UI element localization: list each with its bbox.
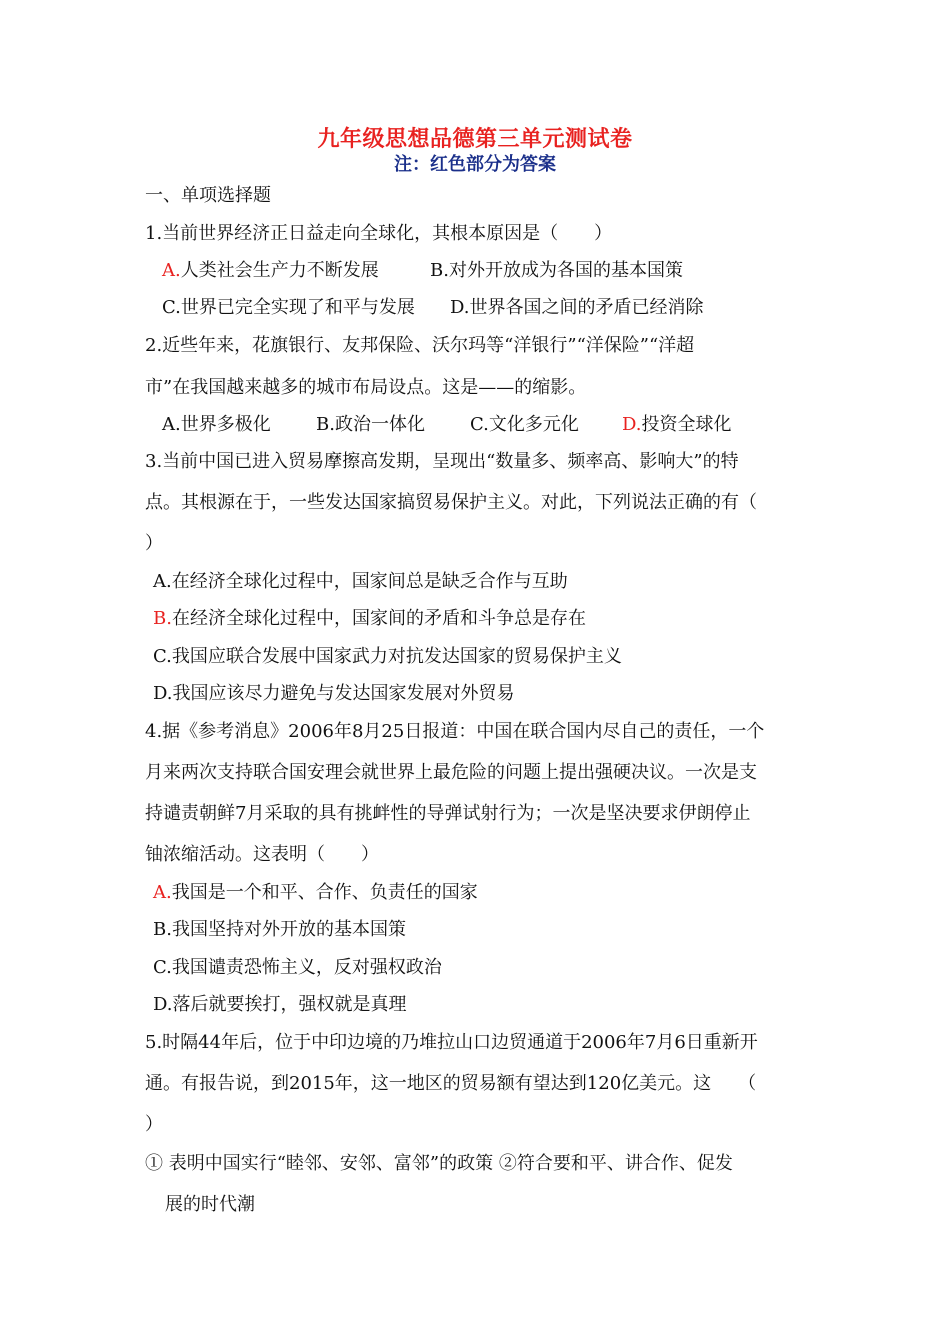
option-text: 在经济全球化过程中，国家间的矛盾和斗争总是存在 xyxy=(171,608,586,629)
answer-letter: A. xyxy=(162,260,181,281)
q3-stem-line-3: ） xyxy=(145,533,163,554)
q3-option-b xyxy=(153,607,586,631)
q5-stem-line-3: ） xyxy=(145,1114,163,1135)
q4-option-a xyxy=(153,881,478,905)
answer-letter: D. xyxy=(622,414,642,435)
q2-option-b: B.政治一体化 xyxy=(316,414,425,435)
q1-option-d: D.世界各国之间的矛盾已经消除 xyxy=(450,297,704,318)
q4-stem-line-2: 月来两次支持联合国安理会就世界上最危险的问题上提出强硬决议。一次是支 xyxy=(145,762,757,783)
q2-stem-line-2: 市”在我国越来越多的城市布局设点。这是——的缩影。 xyxy=(145,377,587,398)
option-text: 我国是一个和平、合作、负责任的国家 xyxy=(171,882,478,903)
q1-stem: 1.当前世界经济正日益走向全球化，其根本原因是（ ） xyxy=(145,223,613,244)
q5-stem-line-2: 通。有报告说，到2015年，这一地区的贸易额有望达到120亿美元。这 （ xyxy=(145,1073,757,1094)
q1-option-a xyxy=(162,259,379,283)
document-title: 九年级思想品德第三单元测试卷 xyxy=(317,126,633,152)
q5-item-line-2: 展的时代潮 xyxy=(165,1194,255,1215)
q4-option-c: C.我国谴责恐怖主义，反对强权政治 xyxy=(153,957,442,978)
q1-option-b: B.对外开放成为各国的基本国策 xyxy=(430,260,683,281)
q3-option-a: A.在经济全球化过程中，国家间总是缺乏合作与互助 xyxy=(153,571,568,592)
q4-stem-line-4: 铀浓缩活动。这表明（ ） xyxy=(145,844,379,865)
q5-stem-line-1: 5.时隔44年后，位于中印边境的乃堆拉山口边贸通道于2006年7月6日重新开 xyxy=(145,1032,758,1053)
section-heading: 一、单项选择题 xyxy=(145,185,271,206)
q2-stem-line-1: 2.近些年来，花旗银行、友邦保险、沃尔玛等“洋银行”“洋保险”“洋超 xyxy=(145,335,695,356)
q3-stem-line-1: 3.当前中国已进入贸易摩擦高发期，呈现出“数量多、频率高、影响大”的特 xyxy=(145,451,739,472)
q2-option-c: C.文化多元化 xyxy=(470,414,579,435)
document-subtitle: 注：红色部分为答案 xyxy=(394,154,556,175)
q4-stem-line-1: 4.据《参考消息》2006年8月25日报道：中国在联合国内尽自己的责任，一个 xyxy=(145,721,765,742)
answer-letter: A. xyxy=(153,882,172,903)
q1-option-c: C.世界已完全实现了和平与发展 xyxy=(162,297,415,318)
option-text: 人类社会生产力不断发展 xyxy=(180,260,379,281)
q3-option-d: D.我国应该尽力避免与发达国家发展对外贸易 xyxy=(153,683,515,704)
q5-item-line-1: ① 表明中国实行“睦邻、安邻、富邻”的政策 ②符合要和平、讲合作、促发 xyxy=(145,1153,733,1174)
q3-stem-line-2: 点。其根源在于，一些发达国家搞贸易保护主义。对此，下列说法正确的有（ xyxy=(145,492,757,513)
q4-option-b: B.我国坚持对外开放的基本国策 xyxy=(153,919,406,940)
q4-option-d: D.落后就要挨打，强权就是真理 xyxy=(153,994,407,1015)
option-text: 投资全球化 xyxy=(641,414,732,435)
q3-option-c: C.我国应联合发展中国家武力对抗发达国家的贸易保护主义 xyxy=(153,646,622,667)
q4-stem-line-3: 持谴责朝鲜7月采取的具有挑衅性的导弹试射行为；一次是坚决要求伊朗停止 xyxy=(145,803,751,824)
q2-option-d xyxy=(622,413,732,437)
answer-letter: B. xyxy=(153,608,172,629)
q2-option-a: A.世界多极化 xyxy=(162,414,271,435)
